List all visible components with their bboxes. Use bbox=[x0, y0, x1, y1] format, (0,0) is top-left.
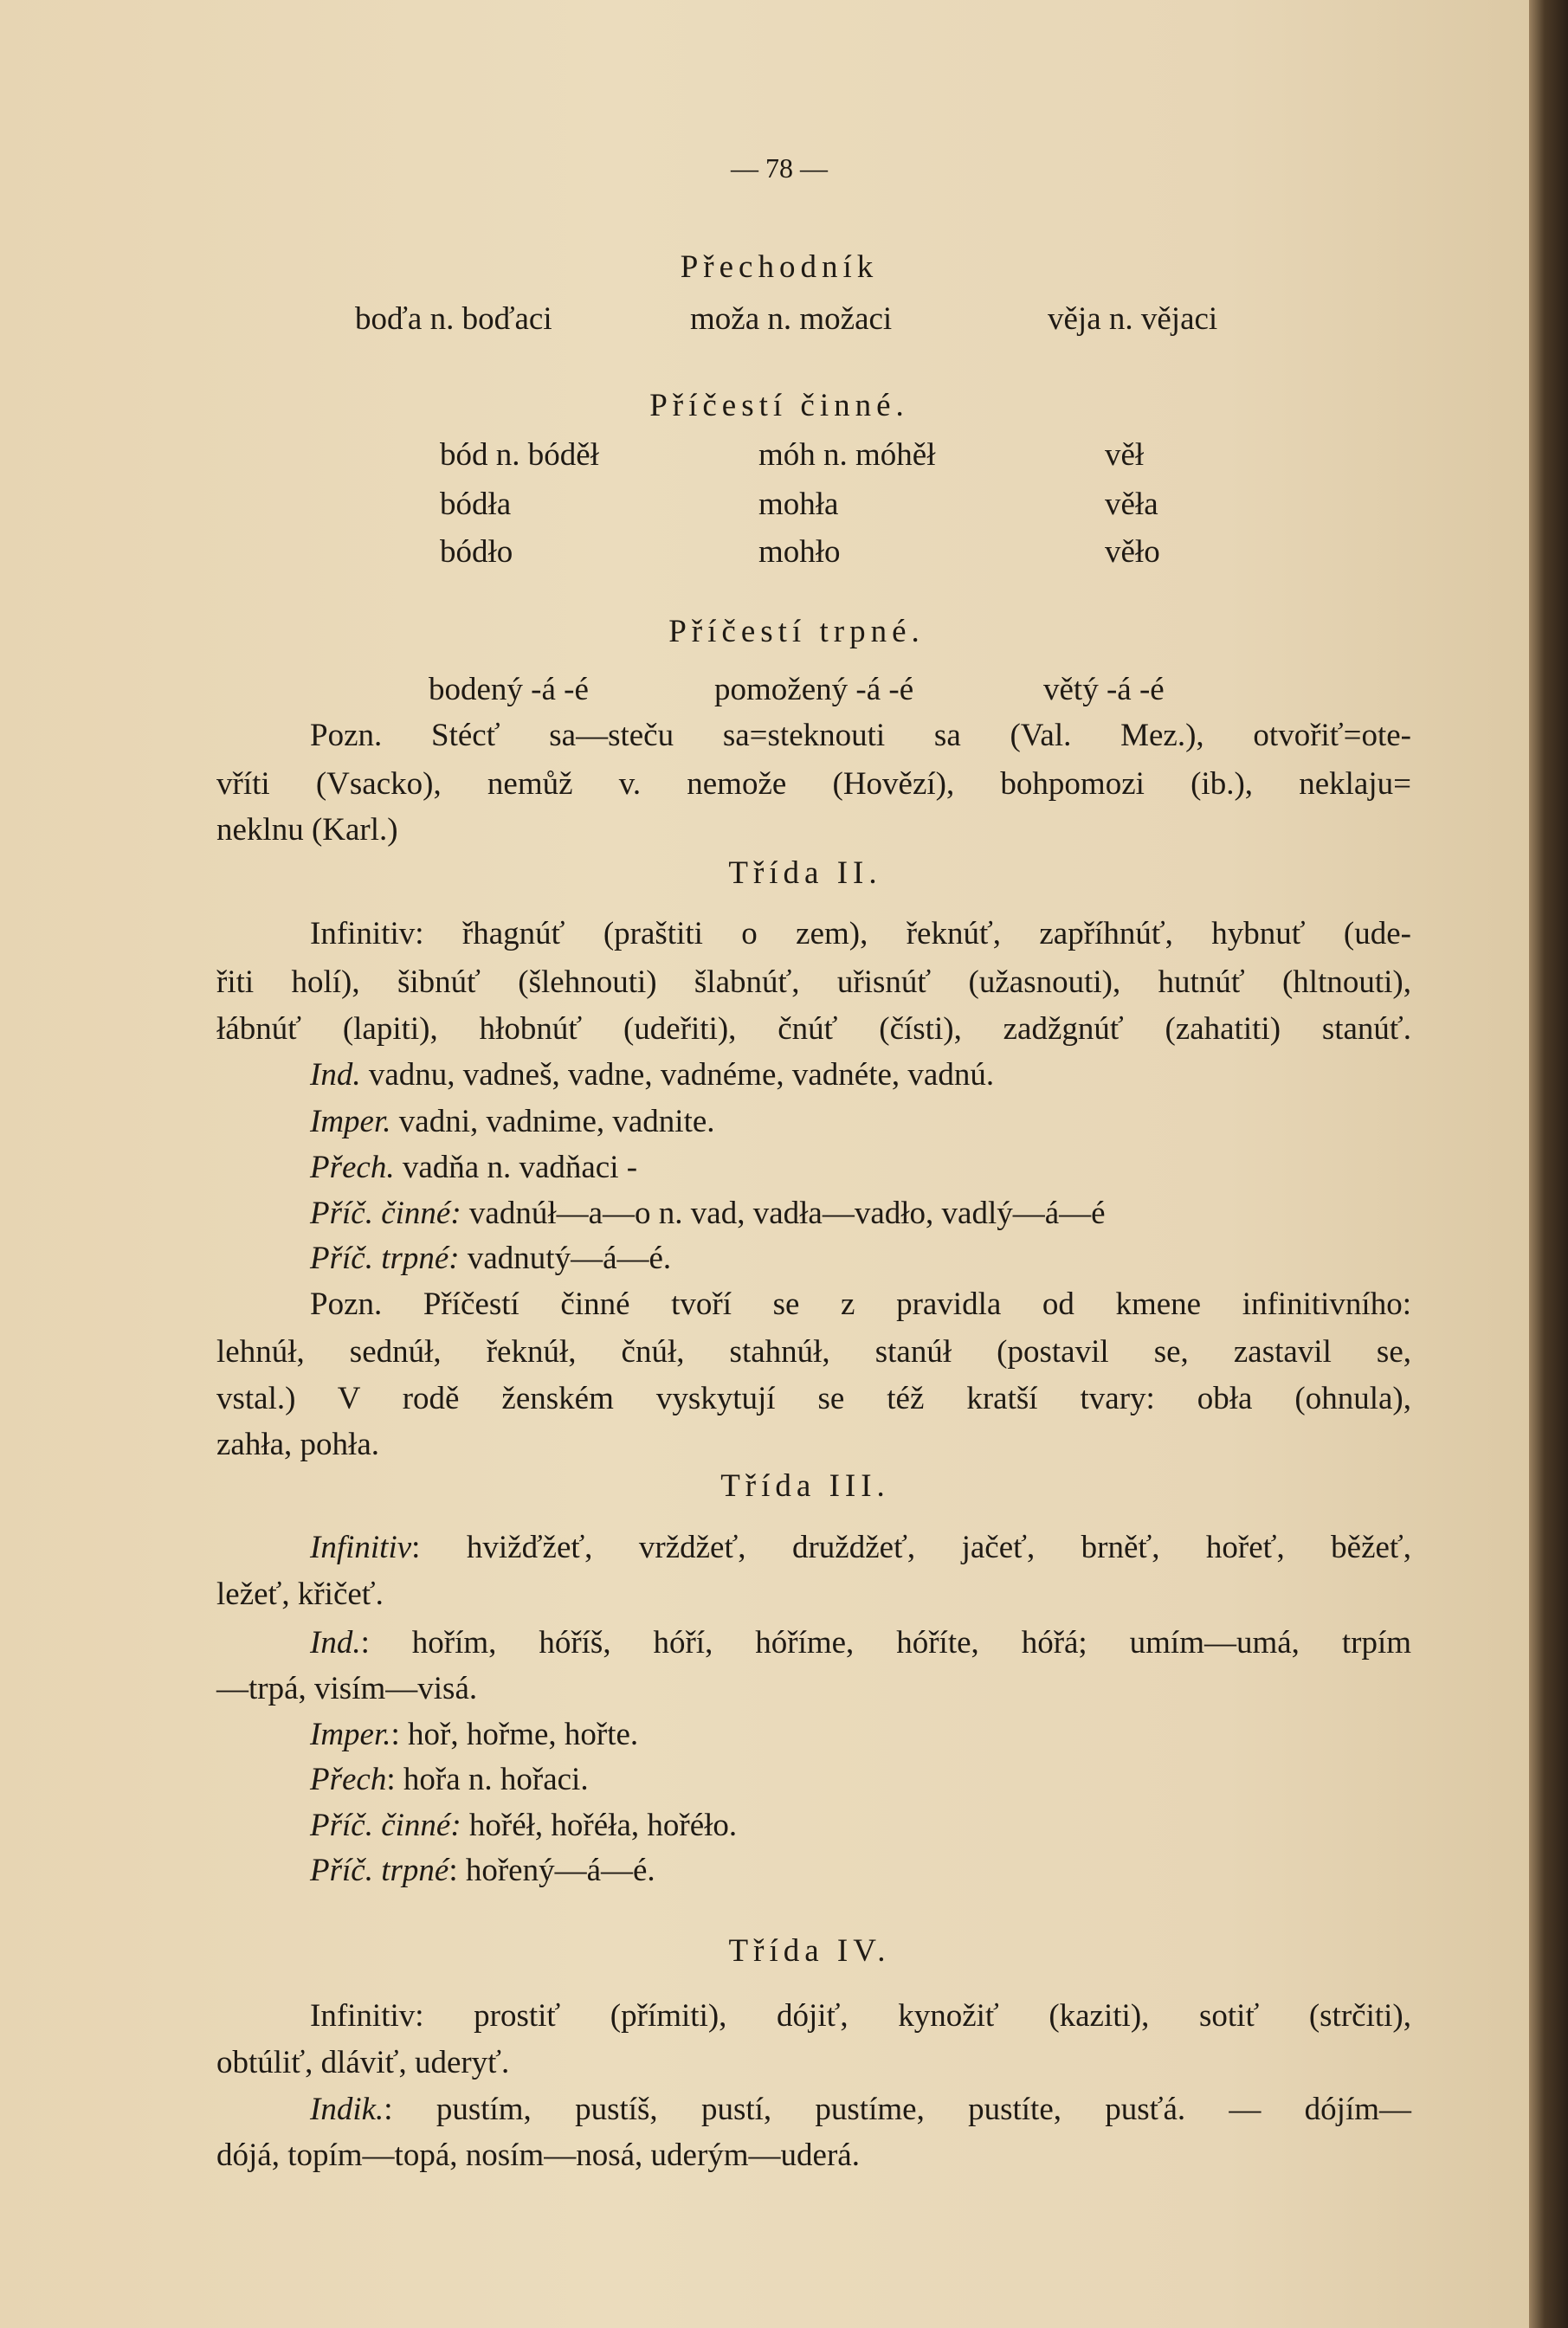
trida4-line-3 bbox=[310, 2089, 1411, 2131]
form-label: Imper. bbox=[310, 1717, 391, 1752]
heading-trida-4: Třída IV. bbox=[728, 1933, 891, 1969]
trida2-form-prech bbox=[310, 1147, 637, 1189]
form-text: : hořím, hóříš, hóří, hóříme, hóříte, hóřá; umím—umá, trpím bbox=[360, 1625, 1411, 1661]
pozn2-line-1: Pozn. Příčestí činné tvoří se z pravidla od kmene infinitivního: bbox=[310, 1287, 1411, 1322]
trida3-line-4 bbox=[216, 1668, 477, 1710]
form-text: dójá, topím—topá, nosím—nosá, uderým—uderá. bbox=[216, 2138, 860, 2173]
trida2-form-pric-cinne bbox=[310, 1193, 1106, 1235]
pozn1-line-1: Pozn. Stécť sa—steču sa=steknouti sa (Val. Mez.), otvořiť=ote- bbox=[310, 718, 1411, 753]
form-label: Indik. bbox=[310, 2092, 384, 2127]
trida2-line-1: Infinitiv: řhagnúť (praštiti o zem), řeknúť, zapříhnúť, hybnuť (ude- bbox=[310, 916, 1411, 951]
form-text: vadnutý—á—é. bbox=[459, 1241, 672, 1276]
pricesti-cinne-r2-c1: bódła bbox=[440, 487, 512, 522]
form-text: vadnúł—a—o n. vad, vadła—vadło, vadlý—á—é bbox=[461, 1196, 1106, 1231]
heading-trida-2: Třída II. bbox=[728, 855, 882, 891]
trida2-line-2: řiti holí), šibnúť (šlehnouti) šlabnúť, uřisnúť (užasnouti), hutnúť (hltnouti), bbox=[216, 964, 1411, 1000]
form-text: vadnu, vadneš, vadne, vadnéme, vadnéte, vadnú. bbox=[360, 1057, 995, 1093]
heading-trida-3: Třída III. bbox=[720, 1468, 890, 1504]
pricesti-trpne-col-3: větý -á -é bbox=[1043, 672, 1165, 707]
prechodnik-col-2: moža n. možaci bbox=[690, 301, 893, 337]
trida3-line-2 bbox=[216, 1574, 384, 1615]
pozn2-line-3: vstal.) V rodě ženském vyskytují se též kratší tvary: obła (ohnula), bbox=[216, 1381, 1411, 1416]
trida3-line-1 bbox=[310, 1527, 1411, 1569]
form-label: Ind. bbox=[310, 1057, 361, 1093]
trida2-form-ind bbox=[310, 1054, 994, 1096]
form-text: hořéł, hořéła, hořéło. bbox=[461, 1808, 738, 1843]
trida4-line-1: Infinitiv: prostiť (přímiti), dójiť, kynožiť (kaziti), sotiť (strčiti), bbox=[310, 1998, 1411, 2034]
form-label: Příč. činné: bbox=[310, 1196, 461, 1231]
form-label: Ind. bbox=[310, 1625, 361, 1661]
trida3-line-8 bbox=[310, 1850, 655, 1892]
pozn1-line-3: neklnu (Karl.) bbox=[216, 812, 398, 848]
book-spine-edge bbox=[1529, 0, 1568, 2328]
form-text: ležeť, křičeť. bbox=[216, 1577, 384, 1612]
pricesti-cinne-r3-c2: mohło bbox=[758, 534, 841, 570]
heading-prechodnik: Přechodník bbox=[680, 249, 879, 285]
prechodnik-col-3: věja n. vějaci bbox=[1048, 301, 1218, 337]
heading-pricesti-trpne: Příčestí trpné. bbox=[668, 614, 925, 649]
page-number: — 78 — bbox=[731, 152, 828, 184]
form-text: : hoř, hořme, hořte. bbox=[390, 1717, 639, 1752]
pricesti-cinne-r3-c1: bódło bbox=[440, 534, 513, 570]
pricesti-trpne-col-1: bodený -á -é bbox=[429, 672, 589, 707]
pricesti-cinne-r2-c2: mohła bbox=[758, 487, 839, 522]
form-label: Příč. činné: bbox=[310, 1808, 461, 1843]
heading-pricesti-cinne: Příčestí činné. bbox=[649, 388, 909, 423]
form-label: Přech. bbox=[310, 1150, 395, 1185]
pricesti-cinne-r1-c3: věł bbox=[1105, 437, 1145, 473]
form-label: Přech bbox=[310, 1762, 387, 1797]
pozn2-line-2: lehnúł, sednúł, řeknúł, čnúł, stahnúł, stanúł (postavil se, zastavil se, bbox=[216, 1334, 1411, 1370]
form-label: Imper. bbox=[310, 1104, 391, 1139]
trida2-form-imper bbox=[310, 1101, 715, 1143]
trida2-line-3: łábnúť (lapiti), hłobnúť (udeřiti), čnúť (čísti), zadžgnúť (zahatiti) stanúť. bbox=[216, 1011, 1411, 1047]
pricesti-trpne-col-2: pomožený -á -é bbox=[714, 672, 914, 707]
trida3-line-5 bbox=[310, 1714, 638, 1756]
form-text: —trpá, visím—visá. bbox=[216, 1671, 478, 1706]
trida4-line-2: obtúliť, dláviť, uderyť. bbox=[216, 2045, 510, 2080]
trida3-line-6 bbox=[310, 1759, 589, 1801]
form-label: Infinitiv bbox=[310, 1530, 412, 1565]
form-label: Příč. trpné: bbox=[310, 1241, 460, 1276]
form-text: : pustím, pustíš, pustí, pustíme, pustíte, pusťá. — dójím— bbox=[384, 2092, 1411, 2127]
pozn1-line-2: vříti (Vsacko), nemůž v. nemože (Hovězí), bohpomozi (ib.), neklaju= bbox=[216, 766, 1411, 802]
trida3-line-7 bbox=[310, 1805, 737, 1847]
form-text: : hořený—á—é. bbox=[448, 1853, 655, 1888]
pricesti-cinne-r3-c3: věło bbox=[1105, 534, 1160, 570]
pozn2-line-4: zahła, pohła. bbox=[216, 1427, 379, 1462]
form-text: : hořa n. hořaci. bbox=[386, 1762, 589, 1797]
pricesti-cinne-r2-c3: věła bbox=[1105, 487, 1158, 522]
trida3-line-3 bbox=[310, 1622, 1411, 1664]
form-text: vadňa n. vadňaci - bbox=[394, 1150, 638, 1185]
form-text: vadni, vadnime, vadnite. bbox=[390, 1104, 715, 1139]
pricesti-cinne-r1-c1: bód n. bóděł bbox=[440, 437, 599, 473]
form-label: Příč. trpné bbox=[310, 1853, 449, 1888]
form-text: : hvižďžeť, vrždžeť, druždžeť, jačeť, brněť, hořeť, běžeť, bbox=[411, 1530, 1411, 1565]
trida4-line-4 bbox=[216, 2135, 860, 2176]
prechodnik-col-1: boďa n. boďaci bbox=[355, 301, 552, 337]
trida2-form-pric-trpne bbox=[310, 1238, 671, 1280]
pricesti-cinne-r1-c2: móh n. móhěł bbox=[758, 437, 936, 473]
